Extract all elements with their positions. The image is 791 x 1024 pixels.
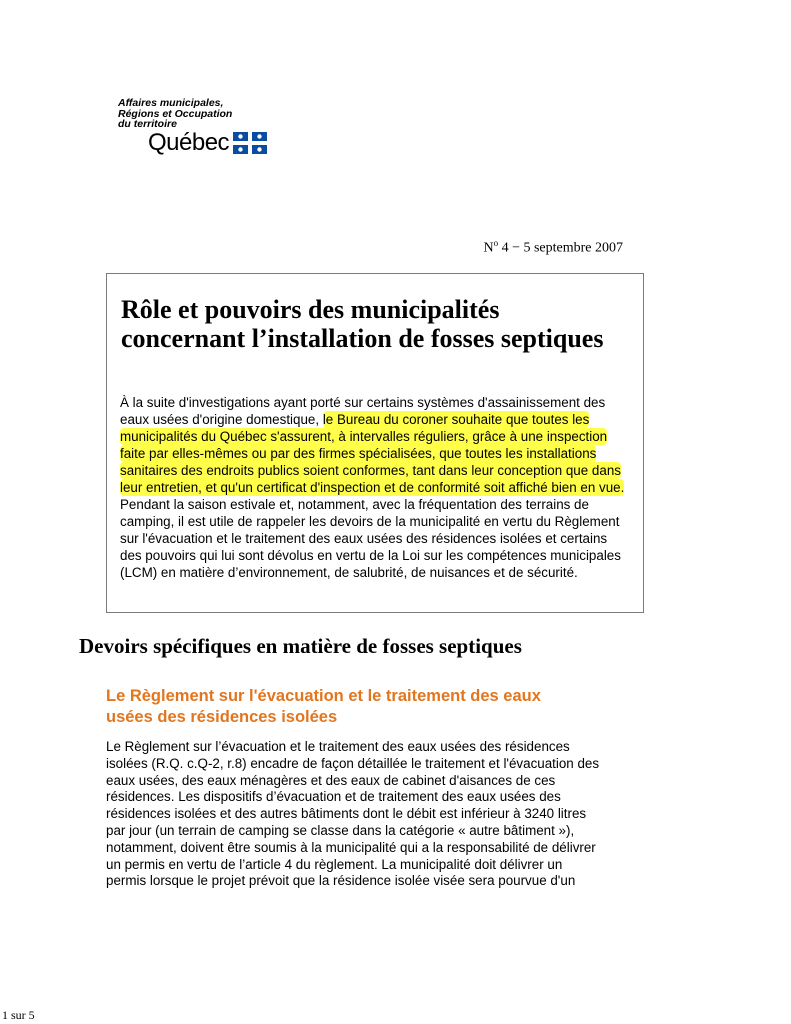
subsection-paragraph: Le Règlement sur l’évacuation et le traitement des eaux usées des résidences isolées (R.Q. c.Q-2, r.8) encadre de façon détaillée le traitement et l'évacuation des eaux usées, des eaux ménagères et des eaux de cabinet d'aisances de ces résidences. Les dispositifs d’évacuation et de traitement des eaux usées des résidences isolées et des autres bâtiments dont le débit est inférieur à 3240 litres par jour (un terrain de camping se classe dans la catégorie « autre bâtiment »), notamment, doivent être soumis à la municipalité qui a la responsabilité de délivrer un permis en vertu de l’article 4 du règlement. La municipalité doit délivrer un permis lorsque le projet prévoit que la résidence isolée visée sera pourvue d'un	[106, 739, 600, 889]
ministry-name-line-1: Affaires municipales,	[118, 97, 224, 109]
section-heading: Devoirs spécifiques en matière de fosses septiques	[79, 634, 522, 658]
issue-number-prefix: N	[483, 240, 494, 256]
issue-date: 4 − 5 septembre 2007	[498, 240, 623, 256]
ministry-logo	[118, 98, 288, 158]
intro-box	[106, 273, 644, 613]
ministry-name-line-2: Régions et Occupation	[118, 107, 233, 120]
document-title: Rôle et pouvoirs des municipalités concernant l’installation de fosses septiques	[121, 295, 604, 353]
ministry-name	[118, 98, 288, 130]
issue-number-superscript: o	[493, 238, 499, 248]
page-number: 1 sur 5	[2, 1008, 35, 1022]
issue-number-date	[483, 238, 623, 257]
intro-paragraph	[120, 394, 632, 581]
highlighted-text: le Bureau du coroner souhaite que toutes les municipalités du Québec s'assurent, à intervalles réguliers, grâce à une inspection faite par elles-mêmes ou par des firmes spécialisées, que toutes les installations sanitaires des endroits publics soient conformes, tant dans leur conception que dans leur entretien, et qu'un certificat d'inspection et de conformité soit affiché bien en vue.	[120, 412, 625, 495]
quebec-wordmark-row	[148, 130, 267, 156]
intro-text-before: À la suite d'investigations ayant porté sur certains systèmes d'assainissement des eaux usées d'origine domestique,	[120, 395, 606, 427]
ministry-name-line-3: du territoire	[118, 118, 177, 130]
quebec-flag-icon	[233, 132, 267, 154]
intro-text-after: Pendant la saison estivale et, notamment, avec la fréquentation des terrains de camping, il est utile de rappeler les devoirs de la municipalité en vertu du Règlement sur l'évacuation et le traitement des eaux usées des résidences isolées et certains des pouvoirs qui lui sont dévolus en vertu de la Loi sur les compétences municipales (LCM) en matière d’environnement, de salubrité, de nuisances et de sécurité.	[120, 497, 621, 580]
quebec-wordmark: Québec	[148, 129, 230, 156]
subsection-heading: Le Règlement sur l'évacuation et le traitement des eaux usées des résidences isolées	[106, 687, 541, 726]
